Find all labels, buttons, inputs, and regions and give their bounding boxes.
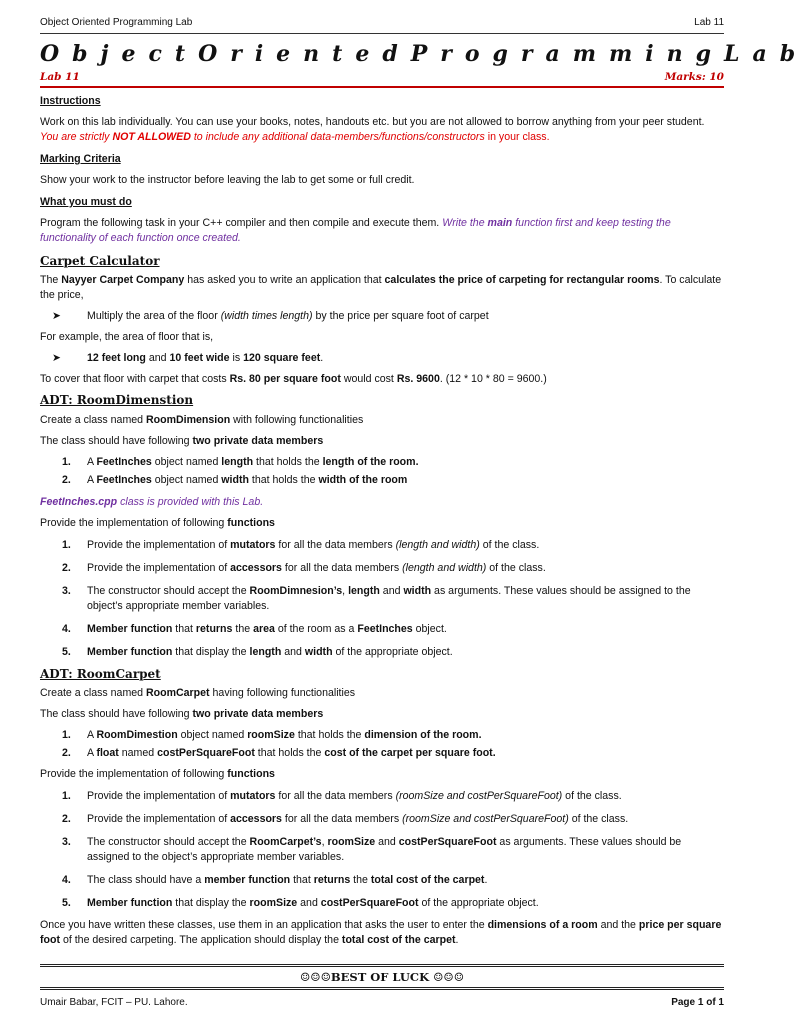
list-item: 3. The constructor should accept the RoomDimnesion’s, length and width as arguments. These values should be assigned to the object’s appropriate member variables.: [62, 585, 691, 612]
final-paragraph: Once you have written these classes, use them in an application that asks the user to enter the dimensions of a room and the price per square foot of the desired carpeting. The application should display the total cost of the carpet.: [40, 919, 722, 946]
list-item: 5. Member function that display the roomSize and costPerSquareFoot of the appropriate object.: [62, 897, 539, 909]
header-lab: Lab 11: [694, 17, 724, 28]
adt1-provided: FeetInches.cpp class is provided with this Lab.: [40, 496, 264, 508]
adt2-create: Create a class named RoomCarpet having following functionalities: [40, 687, 356, 699]
adt2-should: The class should have following two private data members: [40, 708, 324, 720]
what-heading: What you must do: [40, 196, 132, 208]
list-item: 1. A FeetInches object named length that holds the length of the room.: [62, 456, 419, 468]
title-word: Lab: [724, 41, 808, 67]
list-item: ➤ Multiply the area of the floor (width times length) by the price per square foot of carpet: [52, 310, 489, 322]
list-item: 2. A float named costPerSquareFoot that holds the cost of the carpet per square foot.: [62, 747, 496, 759]
marking-text: Show your work to the instructor before leaving the lab to get some or full credit.: [40, 174, 415, 186]
adt2-heading: ADT: RoomCarpet: [40, 667, 161, 681]
title-word: Object: [40, 41, 199, 67]
carpet-intro: The Nayyer Carpet Company has asked you to write an application that calculates the price of carpeting for rectangular rooms. To calculate the price,: [40, 274, 722, 301]
marks: Marks: 10: [664, 71, 724, 83]
best-of-luck-banner: ☺☺☺BEST OF LUCK ☺☺☺: [40, 964, 724, 990]
title-word: Programming: [410, 41, 725, 67]
instructions-text: Work on this lab individually. You can use your books, notes, handouts etc. but you are not allowed to borrow anything from your peer student. You are strictly NOT ALLOWED to include any additional data-members/functions/constructors in your class.: [40, 116, 705, 143]
adt1-should: The class should have following two private data members: [40, 435, 324, 447]
document-body: [40, 94, 724, 948]
arrow-bullet-icon: ➤: [52, 310, 61, 322]
carpet-example: For example, the area of floor that is,: [40, 331, 214, 343]
list-item: 5. Member function that display the length and width of the appropriate object.: [62, 646, 453, 658]
adt1-heading: ADT: RoomDimenstion: [40, 393, 194, 407]
list-item: ➤ 12 feet long and 10 feet wide is 120 square feet.: [52, 352, 324, 364]
marking-heading: Marking Criteria: [40, 153, 121, 165]
lab-divider: [40, 86, 724, 88]
list-item: 4. Member function that returns the area of the room as a FeetInches object.: [62, 623, 447, 635]
lab-row: [40, 71, 724, 85]
instructions-heading: Instructions: [40, 95, 101, 107]
carpet-heading: Carpet Calculator: [40, 254, 160, 268]
list-item: 1. Provide the implementation of mutators for all the data members (roomSize and costPerSquareFoot) of the class.: [62, 790, 622, 802]
page-title: [40, 39, 808, 69]
header-course: Object Oriented Programming Lab: [40, 17, 193, 28]
header-divider: [40, 33, 724, 34]
page-header: [40, 17, 724, 31]
arrow-bullet-icon: ➤: [52, 352, 61, 364]
list-item: 2. A FeetInches object named width that holds the width of the room: [62, 474, 408, 486]
list-item: 2. Provide the implementation of accessors for all the data members (roomSize and costPerSquareFoot) of the class.: [62, 813, 629, 825]
title-word: Oriented: [198, 41, 411, 67]
list-item: 3. The constructor should accept the RoomCarpet’s, roomSize and costPerSquareFoot as arguments. These values should be assigned to the object’s appropriate member variables.: [62, 836, 682, 863]
adt2-impl: Provide the implementation of following functions: [40, 768, 275, 780]
what-text: Program the following task in your C++ compiler and then compile and execute them. Write the main function first and keep testing the functionality of each function once created.: [40, 217, 671, 244]
page-footer: [40, 997, 724, 1011]
footer-page: Page 1 of 1: [671, 997, 724, 1008]
list-item: 1. A RoomDimestion object named roomSize that holds the dimension of the room.: [62, 729, 482, 741]
list-item: 4. The class should have a member function that returns the total cost of the carpet.: [62, 874, 488, 886]
carpet-cover: To cover that floor with carpet that costs Rs. 80 per square foot would cost Rs. 9600. (12 * 10 * 80 = 9600.): [40, 373, 547, 385]
list-item: 1. Provide the implementation of mutators for all the data members (length and width) of the class.: [62, 539, 540, 551]
adt1-create: Create a class named RoomDimension with following functionalities: [40, 414, 364, 426]
adt1-impl: Provide the implementation of following functions: [40, 517, 275, 529]
footer-author: Umair Babar, FCIT – PU. Lahore.: [40, 997, 188, 1008]
list-item: 2. Provide the implementation of accessors for all the data members (length and width) of the class.: [62, 562, 546, 574]
lab-number: Lab 11: [40, 71, 80, 83]
